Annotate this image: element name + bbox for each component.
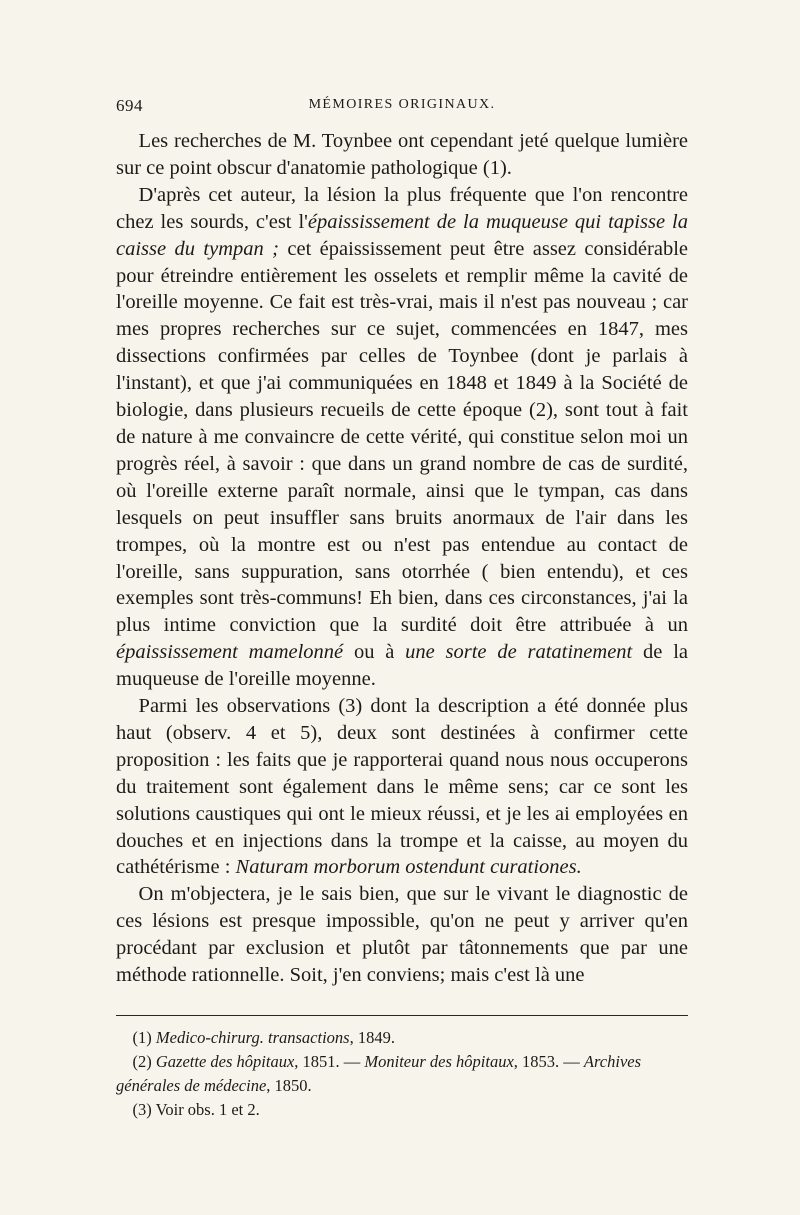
italic-text: Naturam morborum ostendunt curationes. <box>235 856 582 879</box>
italic-text: Gazette des hôpitaux <box>155 1052 295 1071</box>
footnote <box>116 1098 688 1122</box>
text-run: D'après cet auteur, la lésion la plus fréquente que l'on rencontre chez les sourds, c'est l' <box>116 183 688 233</box>
page-header <box>116 96 688 120</box>
text-run: (3) Voir obs. 1 et 2. <box>132 1100 260 1119</box>
paragraph <box>116 128 688 182</box>
italic-text: épaississement de la muqueuse qui tapisse la caisse du tympan ; <box>116 210 688 260</box>
text-run: , 1849. <box>349 1028 395 1047</box>
paragraph <box>116 693 688 881</box>
paragraph <box>116 182 688 693</box>
text-run: Les recherches de M. Toynbee ont cependant jeté quelque lumière sur ce point obscur d'anatomie pathologique (1). <box>116 130 688 179</box>
italic-text: une sorte de ratatinement <box>405 641 633 664</box>
text-run: On m'objectera, je le sais bien, que sur le vivant le diagnostic de ces lésions est presque impossible, qu'on ne peut y arriver qu'en procédant par exclusion et plutôt par tâtonnements que par une méthode rationnelle. Soit, j'en conviens; mais c'est là une <box>116 883 688 987</box>
body-text <box>116 128 688 989</box>
paragraph <box>116 881 688 989</box>
text-run: de la muqueuse de l'oreille moyenne. <box>116 641 688 691</box>
italic-text: Archives générales de médecine <box>116 1052 642 1095</box>
footnotes <box>116 1026 688 1122</box>
text-run: Parmi les observations (3) dont la description a été donnée plus haut (observ. 4 et 5), deux sont destinées à confirmer cette proposition : les faits que je rapporterai quand nous nous occuperons du traitement sont également dans le même sens; car ce sont les solutions caustiques qui ont le mieux réussi, et je les ai employées en douches et en injections dans la trompe et la caisse, au moyen du cathétérisme : <box>116 695 688 879</box>
italic-text: épaississement mamelonné <box>116 641 344 664</box>
text-run: , 1851. — <box>294 1052 365 1071</box>
italic-text: Medico-chirurg. transactions <box>155 1028 350 1047</box>
italic-text: Moniteur des hôpitaux <box>364 1052 514 1071</box>
text-run: , 1853. — <box>513 1052 584 1071</box>
running-title: MÉMOIRES ORIGINAUX. <box>308 97 496 112</box>
text-run: (1) <box>132 1028 156 1047</box>
page-number: 694 <box>116 96 143 115</box>
text-run: cet épaississement peut être assez considérable pour étreindre entièrement les osselets et remplir même la cavité de l'oreille moyenne. Ce fait est très-vrai, mais il n'est pas nouveau ; car mes propres recherches sur ce sujet, commencées en 1847, mes dissections confirmées par celles de Toynbee (dont je parlais à l'instant), et que j'ai communiquées en 1848 et 1849 à la Société de biologie, dans plusieurs recueils de cette époque (2), sont tout à fait de nature à me convaincre de cette vérité, qui constitue selon moi un progrès réel, à savoir : que dans un grand nombre de cas de surdité, où l'oreille externe paraît normale, ainsi que le tympan, cas dans lesquels on peut insuffler sans bruits anormaux de l'air dans les trompes, où la montre est ou n'est pas entendue au contact de l'oreille, sans suppuration, sans otorrhée ( bien entendu), et ces exemples sont très-communs! Eh bien, dans ces circonstances, j'ai la plus intime conviction que la surdité doit être attribuée à un <box>116 237 688 637</box>
footnote <box>116 1026 688 1050</box>
text-run: (2) <box>132 1052 156 1071</box>
text-run: ou à <box>343 641 406 664</box>
text-run: , 1850. <box>266 1076 312 1095</box>
footnote-divider <box>116 1015 688 1016</box>
footnote <box>116 1050 688 1098</box>
